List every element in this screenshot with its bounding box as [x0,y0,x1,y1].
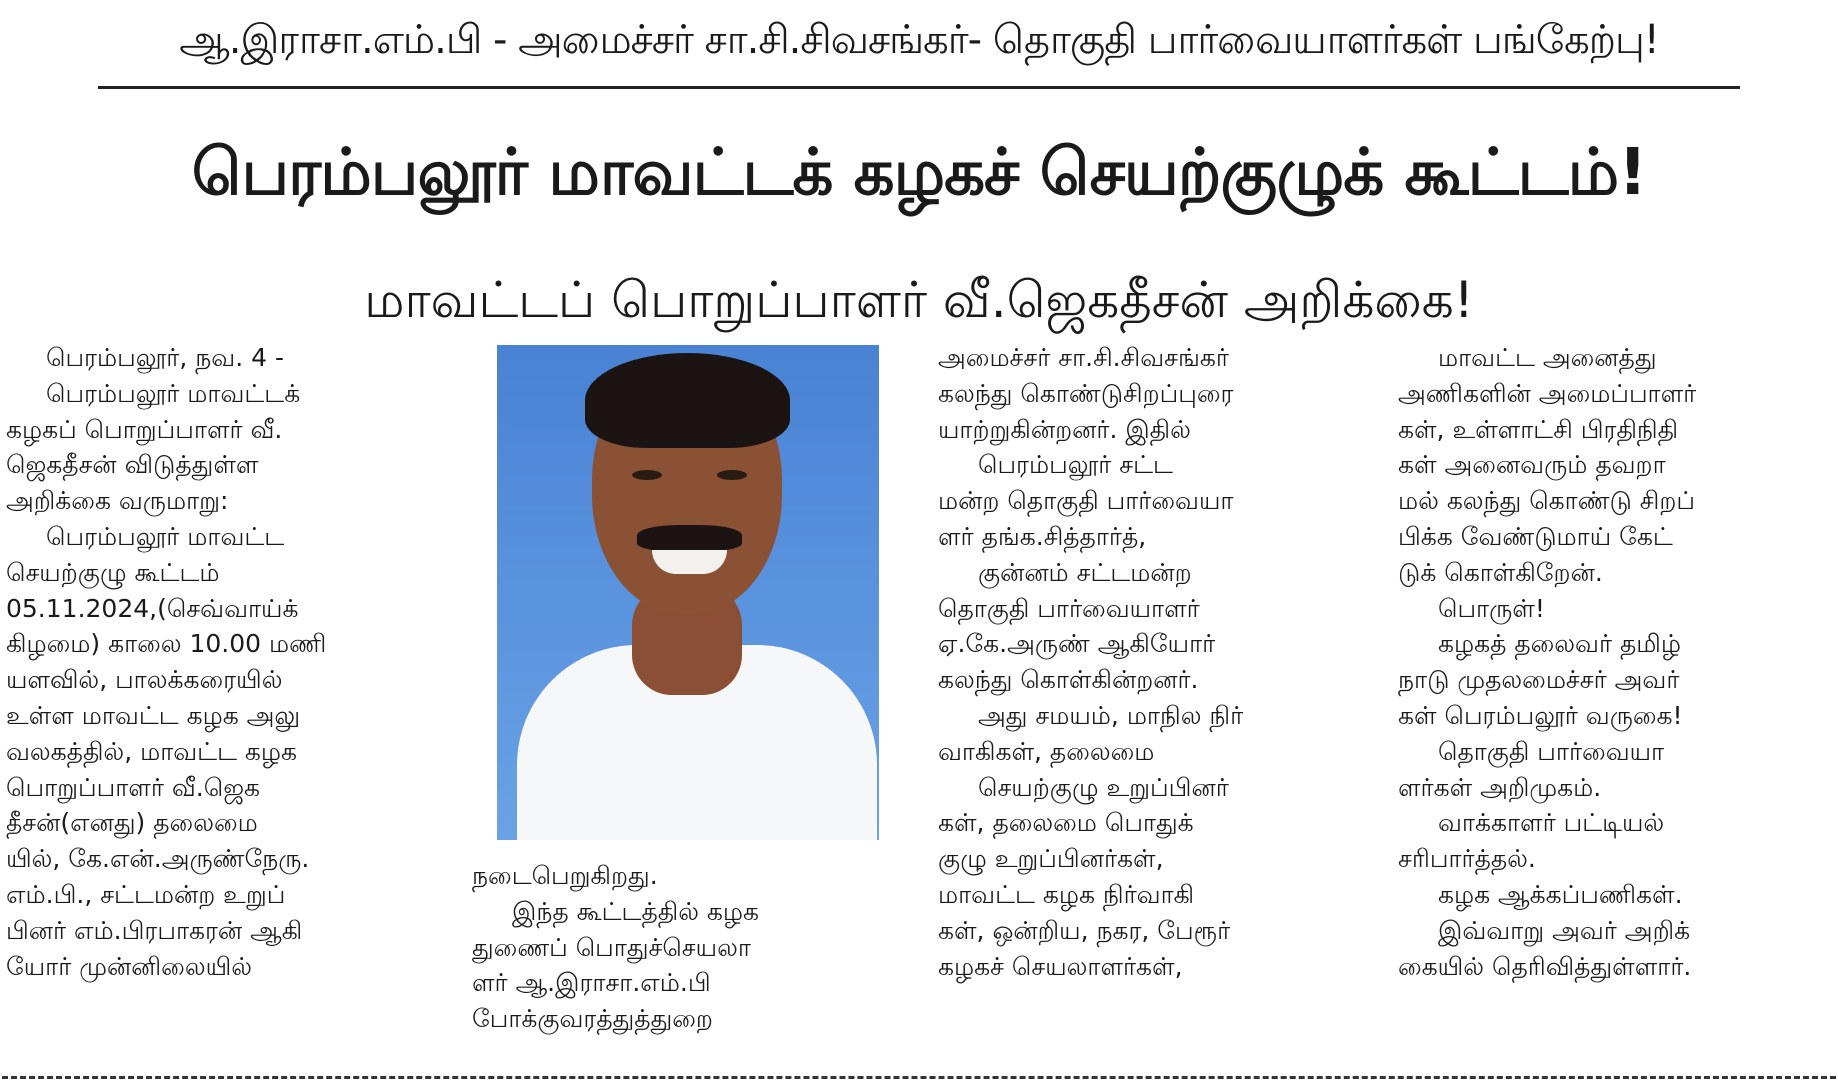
portrait-photo [497,345,879,840]
column-3-line: குன்னம் சட்டமன்ற [978,557,1192,587]
column-3-line: வாகிகள், தலைமை [938,736,1155,766]
column-3-line: செயற்குழு உறுப்பினர் [978,772,1229,802]
column-2-line: நடைபெறுகிறது. [472,861,658,890]
article-kicker: ஆ.இராசா.எம்.பி - அமைச்சர் சா.சி.சிவசங்கர்- தொகுதி பார்வையாளர்கள் பங்கேற்பு! [179,17,1659,63]
column-4-line: சரிபார்த்தல். [1398,844,1536,874]
column-1-line: பெரம்பலூர், நவ. 4 - [46,343,284,372]
column-4-line: டுக் கொள்கிறேன். [1398,557,1603,587]
column-1-line: தீசன்(எனது) தலைமை [6,808,258,838]
article-headline: பெரம்பலூர் மாவட்டக் கழகச் செயற்குழுக் கூட்டம்! [191,136,1647,210]
column-4-line: ளர்கள் அறிமுகம். [1398,772,1602,802]
column-1-line: பொறுப்பாளர் வீ.ஜெக [6,772,261,802]
column-3-line: கலந்து கொள்கின்றனர். [938,665,1199,695]
column-3-line: அது சமயம், மாநில நிர் [978,700,1244,730]
article-column-4 [1398,340,1828,984]
column-1-line: ஜெகதீசன் விடுத்துள்ள [6,450,259,480]
column-1-line: 05.11.2024,(செவ்வாய்க் [6,593,299,623]
column-3-line: கள், ஒன்றிய, நகர, பேரூர் [938,915,1231,945]
column-4-line: வாக்காளர் பட்டியல் [1438,808,1665,838]
article-column-1 [6,340,446,984]
column-1-line: எம்.பி., சட்டமன்ற உறுப் [6,879,286,909]
column-1-line: பெரம்பலூர் மாவட்டக் [46,378,301,408]
article-column-3 [938,340,1338,984]
column-1-line: வலகத்தில், மாவட்ட கழக [6,736,298,766]
column-3-line: கலந்து கொண்டுசிறப்புரை [938,378,1234,408]
column-1-line: கிழமை) காலை 10.00 மணி [6,629,327,659]
column-4-line: கையில் தெரிவித்துள்ளார். [1398,951,1692,981]
column-3-line: மன்ற தொகுதி பார்வையா [938,486,1234,516]
column-1-line: பெரம்பலூர் மாவட்ட [46,521,285,551]
column-1-line: யோர் முன்னிலையில் [6,951,252,981]
column-3-line: ளர் தங்க.சித்தார்த், [938,521,1147,551]
column-2-line: துணைப் பொதுச்செயலா [472,932,751,962]
article-subheadline: மாவட்டப் பொறுப்பாளர் வீ.ஜெகதீசன் அறிக்கை! [364,271,1474,329]
column-4-line: கள் பெரம்பலூர் வருகை! [1398,700,1683,730]
column-4-line: கழக ஆக்கப்பணிகள். [1438,879,1683,909]
column-3-line: குழு உறுப்பினர்கள், [938,844,1164,874]
column-3-line: கள், தலைமை பொதுக் [938,808,1194,838]
column-4-line: கள், உள்ளாட்சி பிரதிநிதி [1398,414,1679,444]
column-3-line: அமைச்சர் சா.சி.சிவசங்கர் [938,343,1229,372]
kicker-underline [98,86,1740,89]
column-1-line: யில், கே.என்.அருண்நேரு. [6,844,310,874]
column-1-line: பினர் எம்.பிரபாகரன் ஆகி [6,915,303,945]
column-3-line: பெரம்பலூர் சட்ட [978,450,1173,480]
column-2-line: போக்குவரத்துத்துறை [472,1004,713,1034]
column-2-line: இந்த கூட்டத்தில் கழக [512,896,760,926]
column-3-line: கழகச் செயலாளர்கள், [938,951,1183,981]
column-4-line: தொகுதி பார்வையா [1438,736,1665,766]
column-3-line: யாற்றுகின்றனர். இதில் [938,414,1191,444]
column-3-line: தொகுதி பார்வையாளர் [938,593,1200,623]
column-3-line: மாவட்ட கழக நிர்வாகி [938,879,1195,909]
column-4-line: பொருள்! [1438,593,1545,623]
column-4-line: நாடு முதலமைச்சர் அவர் [1398,665,1680,695]
bottom-dashed-rule [2,1076,1836,1079]
column-4-line: இவ்வாறு அவர் அறிக் [1438,915,1691,945]
column-4-line: மாவட்ட அனைத்து [1438,343,1657,372]
column-1-line: அறிக்கை வருமாறு: [6,486,229,516]
column-4-line: அணிகளின் அமைப்பாளர் [1398,378,1697,408]
column-1-line: செயற்குழு கூட்டம் [6,557,220,587]
column-1-line: உள்ள மாவட்ட கழக அலு [6,700,301,730]
article-column-2 [472,858,884,1037]
column-4-line: கழகத் தலைவர் தமிழ் [1438,629,1681,659]
column-4-line: மல் கலந்து கொண்டு சிறப் [1398,486,1696,516]
column-1-line: யளவில், பாலக்கரையில் [6,665,283,695]
column-3-line: ஏ.கே.அருண் ஆகியோர் [938,629,1216,659]
column-4-line: பிக்க வேண்டுமாய் கேட் [1398,521,1673,551]
column-1-line: கழகப் பொறுப்பாளர் வீ. [6,414,283,444]
column-2-line: ளர் ஆ.இராசா.எம்.பி [472,968,711,998]
column-4-line: கள் அனைவரும் தவறா [1398,450,1666,480]
